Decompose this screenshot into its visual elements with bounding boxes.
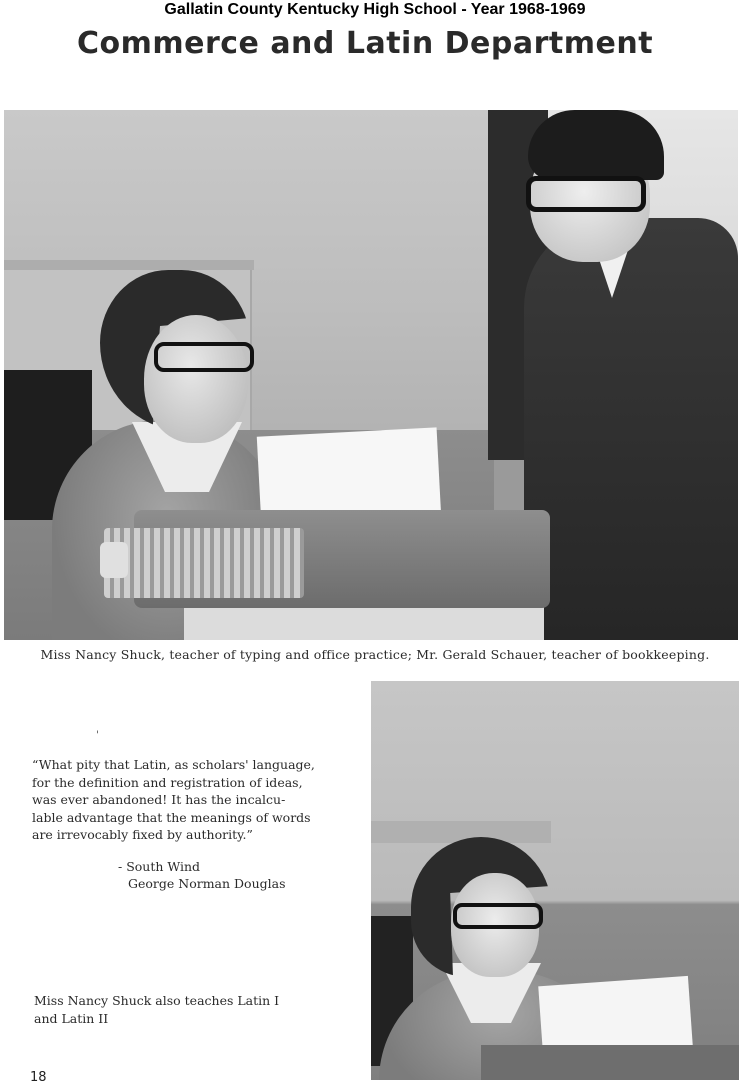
man-hair [528,110,664,180]
woman-glasses-icon [453,903,543,929]
caption-line: Miss Nancy Shuck also teaches Latin I [34,993,280,1008]
attribution-source: - South Wind [118,859,201,874]
photo1-caption: Miss Nancy Shuck, teacher of typing and office practice; Mr. Gerald Schauer, teacher of bookkeeping. [40,647,710,662]
man-figure [524,218,738,640]
woman-glasses-icon [154,342,254,372]
quote-line: are irrevocably fixed by authority.” [32,827,253,843]
latin-quote [32,756,352,844]
photo-rail [4,260,254,270]
photo2-caption [34,992,334,1027]
quote-line: for the definition and registration of ideas, [32,774,303,790]
woman-face [144,315,248,443]
photo-typing-teacher-and-bookkeeping-teacher [4,110,738,640]
quote-line: was ever abandoned! It has the incalcu- [32,792,286,808]
typewriter-icon [481,1045,739,1080]
page-number: 18 [30,1070,47,1085]
department-title: Commerce and Latin Department [76,26,654,61]
stray-mark: ' [96,730,99,741]
caption-line: and Latin II [34,1010,109,1026]
photo-latin-teacher [371,681,739,1080]
quote-line: lable advantage that the meanings of words [32,809,311,825]
quote-attribution [118,858,286,892]
typewriter-carriage [104,528,304,598]
quote-line: “What pity that Latin, as scholars' language, [32,757,315,772]
site-title: Gallatin County Kentucky High School - Year 1968-1969 [164,1,586,18]
man-glasses-icon [526,176,646,212]
attribution-author: George Norman Douglas [128,876,286,891]
typewriter-knob [100,542,128,578]
